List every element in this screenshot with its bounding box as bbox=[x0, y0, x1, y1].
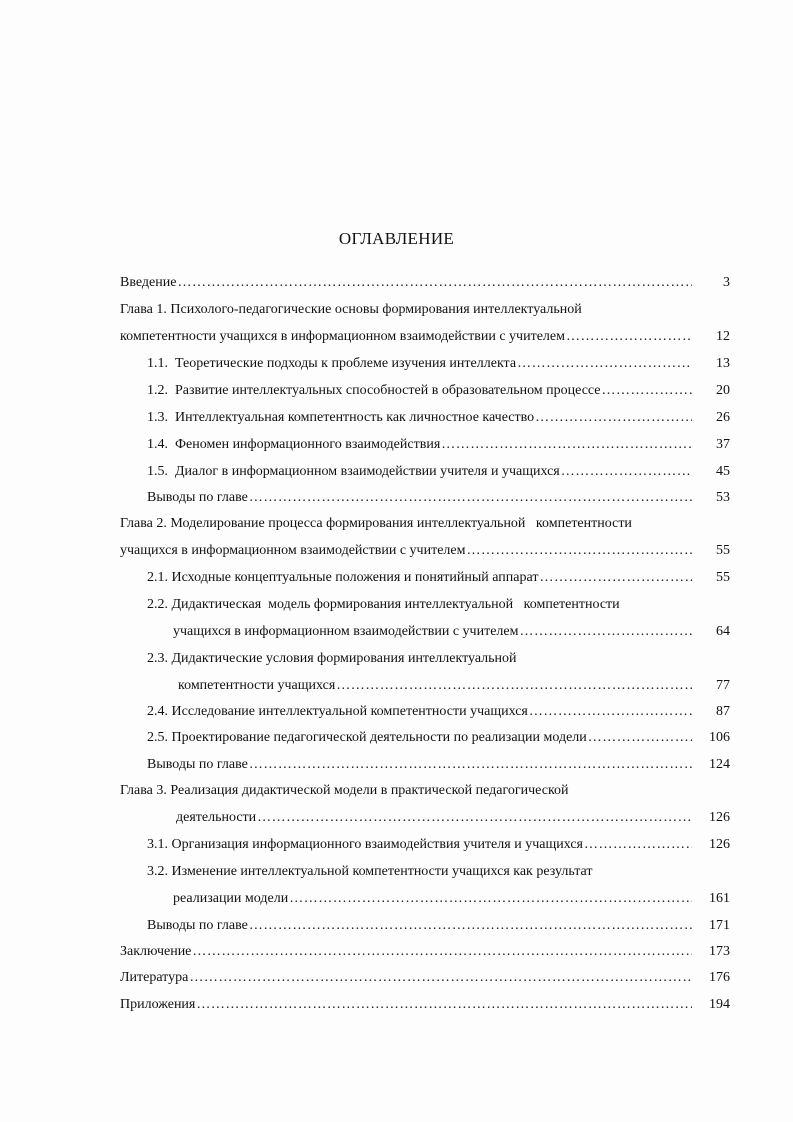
toc-entry-label: 2.4. Исследование интеллектуальной компетентности учащихся bbox=[147, 704, 528, 719]
dot-leader bbox=[519, 622, 692, 642]
page-title: ОГЛАВЛЕНИЕ bbox=[338, 229, 455, 248]
toc-entry-page-number: 64 bbox=[716, 624, 730, 639]
toc-entry bbox=[120, 968, 732, 988]
toc-entry-page-number: 106 bbox=[709, 730, 730, 745]
toc-entry-label: 1.5. Диалог в информационном взаимодействии учителя и учащихся bbox=[147, 464, 560, 479]
toc-entry bbox=[120, 755, 732, 775]
dot-leader bbox=[535, 408, 692, 428]
dot-leader bbox=[602, 381, 692, 401]
dot-leader bbox=[249, 488, 692, 508]
toc-entry-label: Глава 3. Реализация дидактической модели в практической педагогической bbox=[120, 783, 569, 798]
toc-entry-label: Выводы по главе bbox=[147, 490, 248, 505]
toc-entry-page-number: 55 bbox=[716, 543, 730, 558]
toc-entry bbox=[120, 327, 732, 347]
toc-entry bbox=[120, 354, 732, 374]
toc-entry bbox=[120, 676, 732, 696]
toc-entry-label: 1.4. Феномен информационного взаимодействия bbox=[147, 437, 441, 452]
toc-entry-page-number: 161 bbox=[709, 891, 730, 906]
dot-leader bbox=[517, 354, 692, 374]
toc-entry-label: компетентности учащихся bbox=[178, 678, 336, 693]
toc-entry bbox=[120, 728, 732, 748]
toc-entry-label: 1.2. Развитие интеллектуальных способностей в образовательном процессе bbox=[147, 383, 601, 398]
toc-entry bbox=[120, 808, 732, 828]
toc-entry bbox=[120, 622, 732, 642]
toc-entry bbox=[120, 408, 732, 428]
dot-leader bbox=[289, 889, 692, 909]
toc-entry bbox=[120, 781, 732, 801]
toc-entry-page-number: 20 bbox=[716, 383, 730, 398]
toc-entry-label: 1.1. Теоретические подходы к проблеме изучения интеллекта bbox=[147, 356, 517, 371]
toc-entry-page-number: 173 bbox=[709, 944, 730, 959]
toc-entry-page-number: 55 bbox=[716, 570, 730, 585]
toc-entry bbox=[120, 595, 732, 615]
dot-leader bbox=[189, 968, 692, 988]
dot-leader bbox=[529, 702, 692, 722]
toc-entry bbox=[120, 889, 732, 909]
toc-entry-label: реализации модели bbox=[173, 891, 289, 906]
toc-entry-label: Глава 1. Психолого-педагогические основы формирования интеллектуальной bbox=[120, 302, 582, 317]
toc-entry-label: 2.2. Дидактическая модель формирования интеллектуальной компетентности bbox=[147, 597, 620, 612]
dot-leader bbox=[539, 568, 692, 588]
toc-entry-label: 2.3. Дидактические условия формирования интеллектуальной bbox=[147, 651, 517, 666]
toc-entry-label: Приложения bbox=[120, 997, 196, 1012]
toc-entry-page-number: 171 bbox=[709, 918, 730, 933]
dot-leader bbox=[249, 916, 692, 936]
toc-entry bbox=[120, 381, 732, 401]
dot-leader bbox=[257, 808, 692, 828]
dot-leader bbox=[561, 462, 692, 482]
toc-entry-page-number: 45 bbox=[716, 464, 730, 479]
toc-entry bbox=[120, 916, 732, 936]
toc-entry-label: 2.5. Проектирование педагогической деятельности по реализации модели bbox=[147, 730, 587, 745]
toc-entry-page-number: 124 bbox=[709, 757, 730, 772]
toc-entry bbox=[120, 300, 732, 320]
toc-entry-label: Заключение bbox=[120, 944, 192, 959]
toc-entry-page-number: 126 bbox=[709, 837, 730, 852]
toc-entry-label: 3.1. Организация информационного взаимодействия учителя и учащихся bbox=[147, 837, 583, 852]
toc-entry-label: Глава 2. Моделирование процесса формирования интеллектуальной компетентности bbox=[120, 516, 632, 531]
toc-entry-page-number: 176 bbox=[709, 970, 730, 985]
toc-entry-label: компетентности учащихся в информационном взаимодействии с учителем bbox=[120, 329, 565, 344]
toc-entry-page-number: 126 bbox=[709, 810, 730, 825]
dot-leader bbox=[588, 728, 692, 748]
dot-leader bbox=[336, 676, 692, 696]
toc-entry bbox=[120, 649, 732, 669]
dot-leader bbox=[466, 541, 692, 561]
toc-entry-page-number: 53 bbox=[716, 490, 730, 505]
toc-entry bbox=[120, 942, 732, 962]
toc-entry-page-number: 13 bbox=[716, 356, 730, 371]
toc-entry-page-number: 37 bbox=[716, 437, 730, 452]
toc-entry bbox=[120, 488, 732, 508]
toc-entry bbox=[120, 835, 732, 855]
toc-entry-page-number: 26 bbox=[716, 410, 730, 425]
toc-entry bbox=[120, 435, 732, 455]
dot-leader bbox=[584, 835, 692, 855]
toc-entry-page-number: 194 bbox=[709, 997, 730, 1012]
toc-entry-page-number: 12 bbox=[716, 329, 730, 344]
toc-entry-label: 1.3. Интеллектуальная компетентность как личностное качество bbox=[147, 410, 535, 425]
toc-entry bbox=[120, 702, 732, 722]
toc-entry-page-number: 77 bbox=[716, 678, 730, 693]
toc-entry bbox=[120, 862, 732, 882]
toc-entry-label: Выводы по главе bbox=[147, 918, 248, 933]
toc-entry-label: Литература bbox=[120, 970, 189, 985]
dot-leader bbox=[196, 995, 692, 1015]
toc-entry-label: 2.1. Исходные концептуальные положения и понятийный аппарат bbox=[147, 570, 539, 585]
toc-entry bbox=[120, 462, 732, 482]
toc-entry-page-number: 3 bbox=[723, 275, 730, 290]
toc-entry-label: 3.2. Изменение интеллектуальной компетентности учащихся как результат bbox=[147, 864, 593, 879]
toc-entry bbox=[120, 514, 732, 534]
toc-entry-label: Введение bbox=[120, 275, 177, 290]
dot-leader bbox=[249, 755, 692, 775]
toc-entry bbox=[120, 995, 732, 1015]
dot-leader bbox=[441, 435, 692, 455]
toc-entry-label: учащихся в информационном взаимодействии с учителем bbox=[120, 543, 466, 558]
dot-leader bbox=[177, 273, 692, 293]
toc-entry-page-number: 87 bbox=[716, 704, 730, 719]
toc-entry bbox=[120, 568, 732, 588]
toc-entry-label: Выводы по главе bbox=[147, 757, 248, 772]
toc-entry-label: учащихся в информационном взаимодействии с учителем bbox=[173, 624, 519, 639]
dot-leader bbox=[192, 942, 692, 962]
dot-leader bbox=[566, 327, 692, 347]
toc-entry bbox=[120, 273, 732, 293]
toc-entry-label: деятельности bbox=[176, 810, 257, 825]
toc-entry bbox=[120, 541, 732, 561]
